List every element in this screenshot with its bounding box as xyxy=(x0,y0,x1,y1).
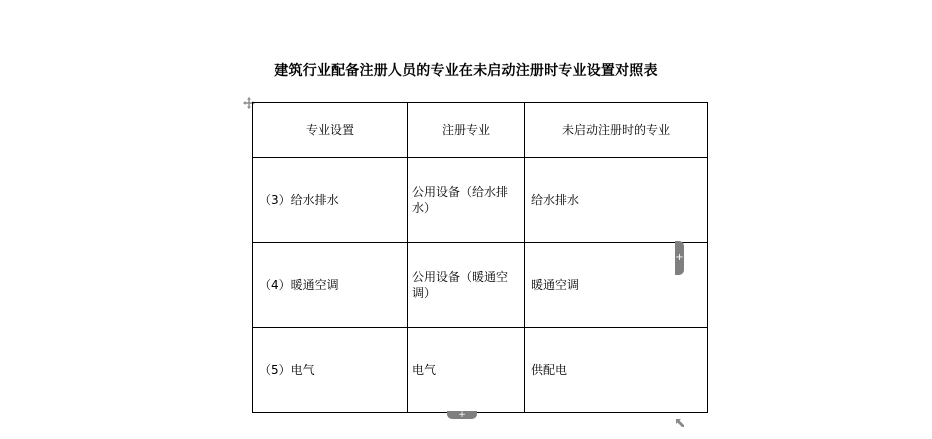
table-header-row xyxy=(253,103,708,158)
table-cell[interactable]: 给水排水 xyxy=(525,158,708,243)
table-row xyxy=(253,243,708,328)
table-cell[interactable]: 公用设备（给水排水） xyxy=(408,158,525,243)
table-cell[interactable]: 公用设备（暖通空调） xyxy=(408,243,525,328)
table-row xyxy=(253,158,708,243)
comparison-table xyxy=(252,102,708,413)
table-cell[interactable]: （3）给水排水 xyxy=(253,158,408,243)
table-row xyxy=(253,328,708,413)
table-cell[interactable]: （4）暖通空调 xyxy=(253,243,408,328)
table-cell[interactable]: 电气 xyxy=(408,328,525,413)
add-row-handle-icon[interactable]: + xyxy=(447,411,477,419)
header-cell[interactable]: 注册专业 xyxy=(408,103,525,158)
header-cell[interactable]: 未启动注册时的专业 xyxy=(525,103,708,158)
table-cell[interactable]: （5）电气 xyxy=(253,328,408,413)
header-cell[interactable]: 专业设置 xyxy=(253,103,408,158)
add-column-handle-icon[interactable]: + xyxy=(675,241,684,275)
table-resize-corner-icon[interactable] xyxy=(676,412,684,420)
table-cell[interactable]: 供配电 xyxy=(525,328,708,413)
document-title: 建筑行业配备注册人员的专业在未启动注册时专业设置对照表 xyxy=(274,63,658,79)
table-cell[interactable]: 暖通空调 xyxy=(525,243,708,328)
